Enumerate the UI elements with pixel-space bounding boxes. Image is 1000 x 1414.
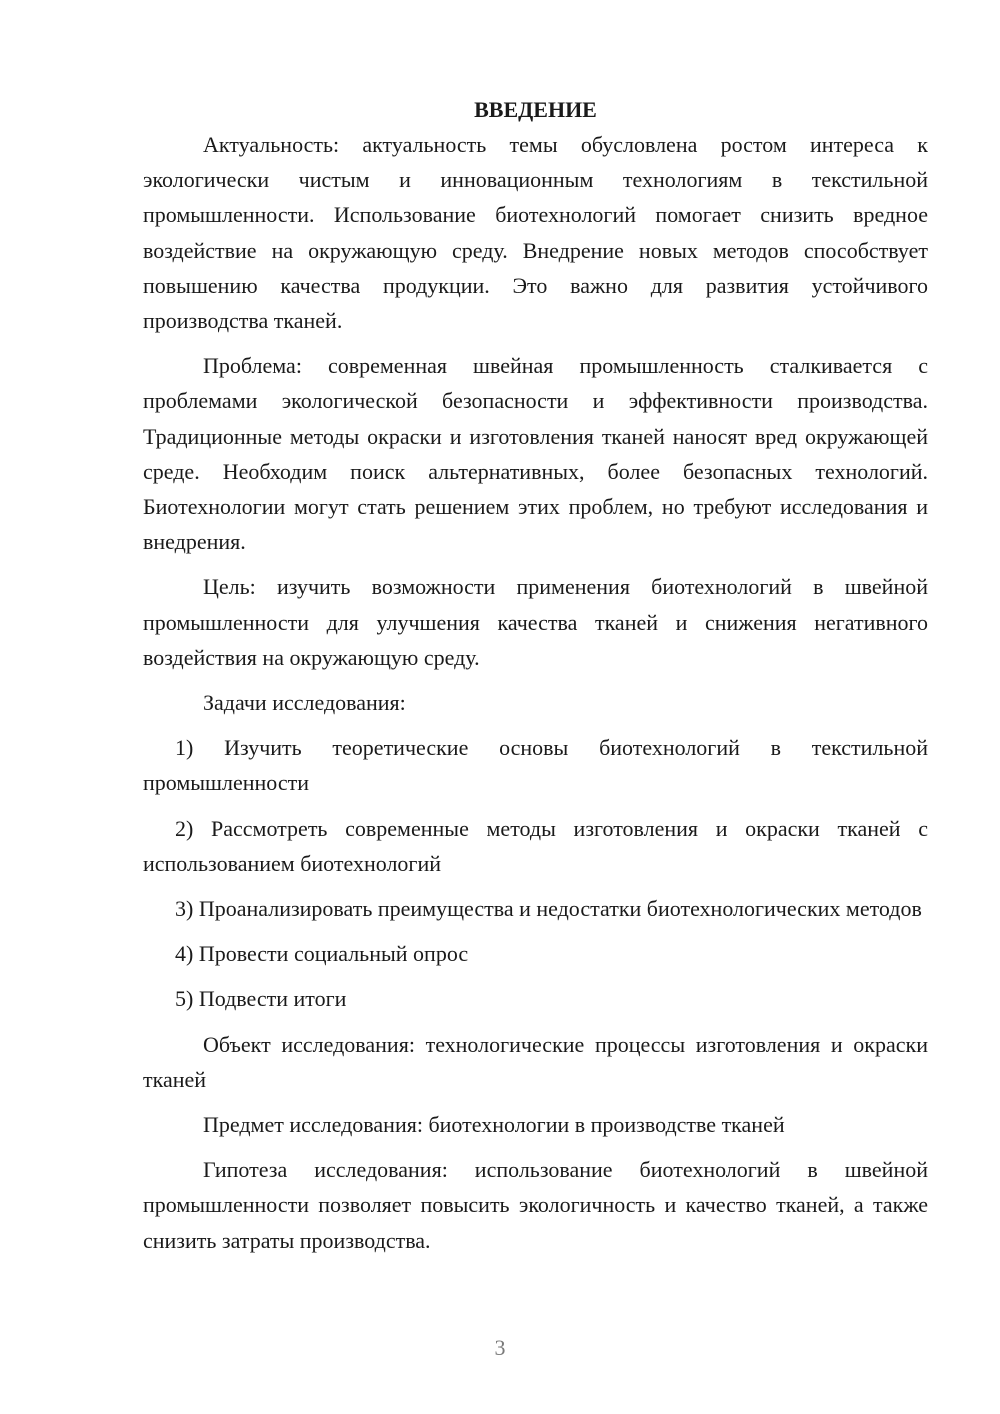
list-item: 2) Рассмотреть современные методы изготовления и окраски тканей с использованием биотехнологий — [143, 815, 928, 876]
list-item: 3) Проанализировать преимущества и недостатки биотехнологических методов — [175, 896, 922, 922]
paragraph-subject: Предмет исследования: биотехнологии в производстве тканей — [203, 1112, 785, 1138]
tasks-heading: Задачи исследования: — [203, 690, 406, 716]
list-item: 1) Изучить теоретические основы биотехнологий в текстильной промышленности — [143, 735, 928, 796]
paragraph-goal: Цель: изучить возможности применения биотехнологий в швейной промышленности для улучшения качества тканей и снижения негативного воздействия на окружающую среду. — [143, 574, 928, 670]
paragraph-relevance: Актуальность: актуальность темы обусловлена ростом интереса к экологически чистым и инновационным технологиям в текстильной промышленности. Использование биотехнологий помогает снизить вредное воздействие на окружающую среду. Внедрение новых методов способствует повышению качества продукции. Это важно для развития устойчивого производства тканей. — [143, 132, 928, 334]
paragraph-problem: Проблема: современная швейная промышленность сталкивается с проблемами экологической безопасности и эффективности производства. Традиционные методы окраски и изготовления тканей наносят вред окружающей среде. Необходим поиск альтернативных, более безопасных технологий. Биотехнологии могут стать решением этих проблем, но требуют исследования и внедрения. — [143, 353, 928, 555]
document-body — [143, 92, 928, 1268]
paragraph-hypothesis: Гипотеза исследования: использование биотехнологий в швейной промышленности позволяет повысить экологичность и качество тканей, а также снизить затраты производства. — [143, 1157, 928, 1253]
list-item: 5) Подвести итоги — [175, 986, 347, 1012]
paragraph-object: Объект исследования: технологические процессы изготовления и окраски тканей — [143, 1031, 928, 1092]
tasks-list — [143, 730, 928, 1016]
page-title: ВВЕДЕНИЕ — [474, 97, 597, 122]
list-item: 4) Провести социальный опрос — [175, 941, 469, 967]
page-number: 3 — [494, 1335, 506, 1360]
